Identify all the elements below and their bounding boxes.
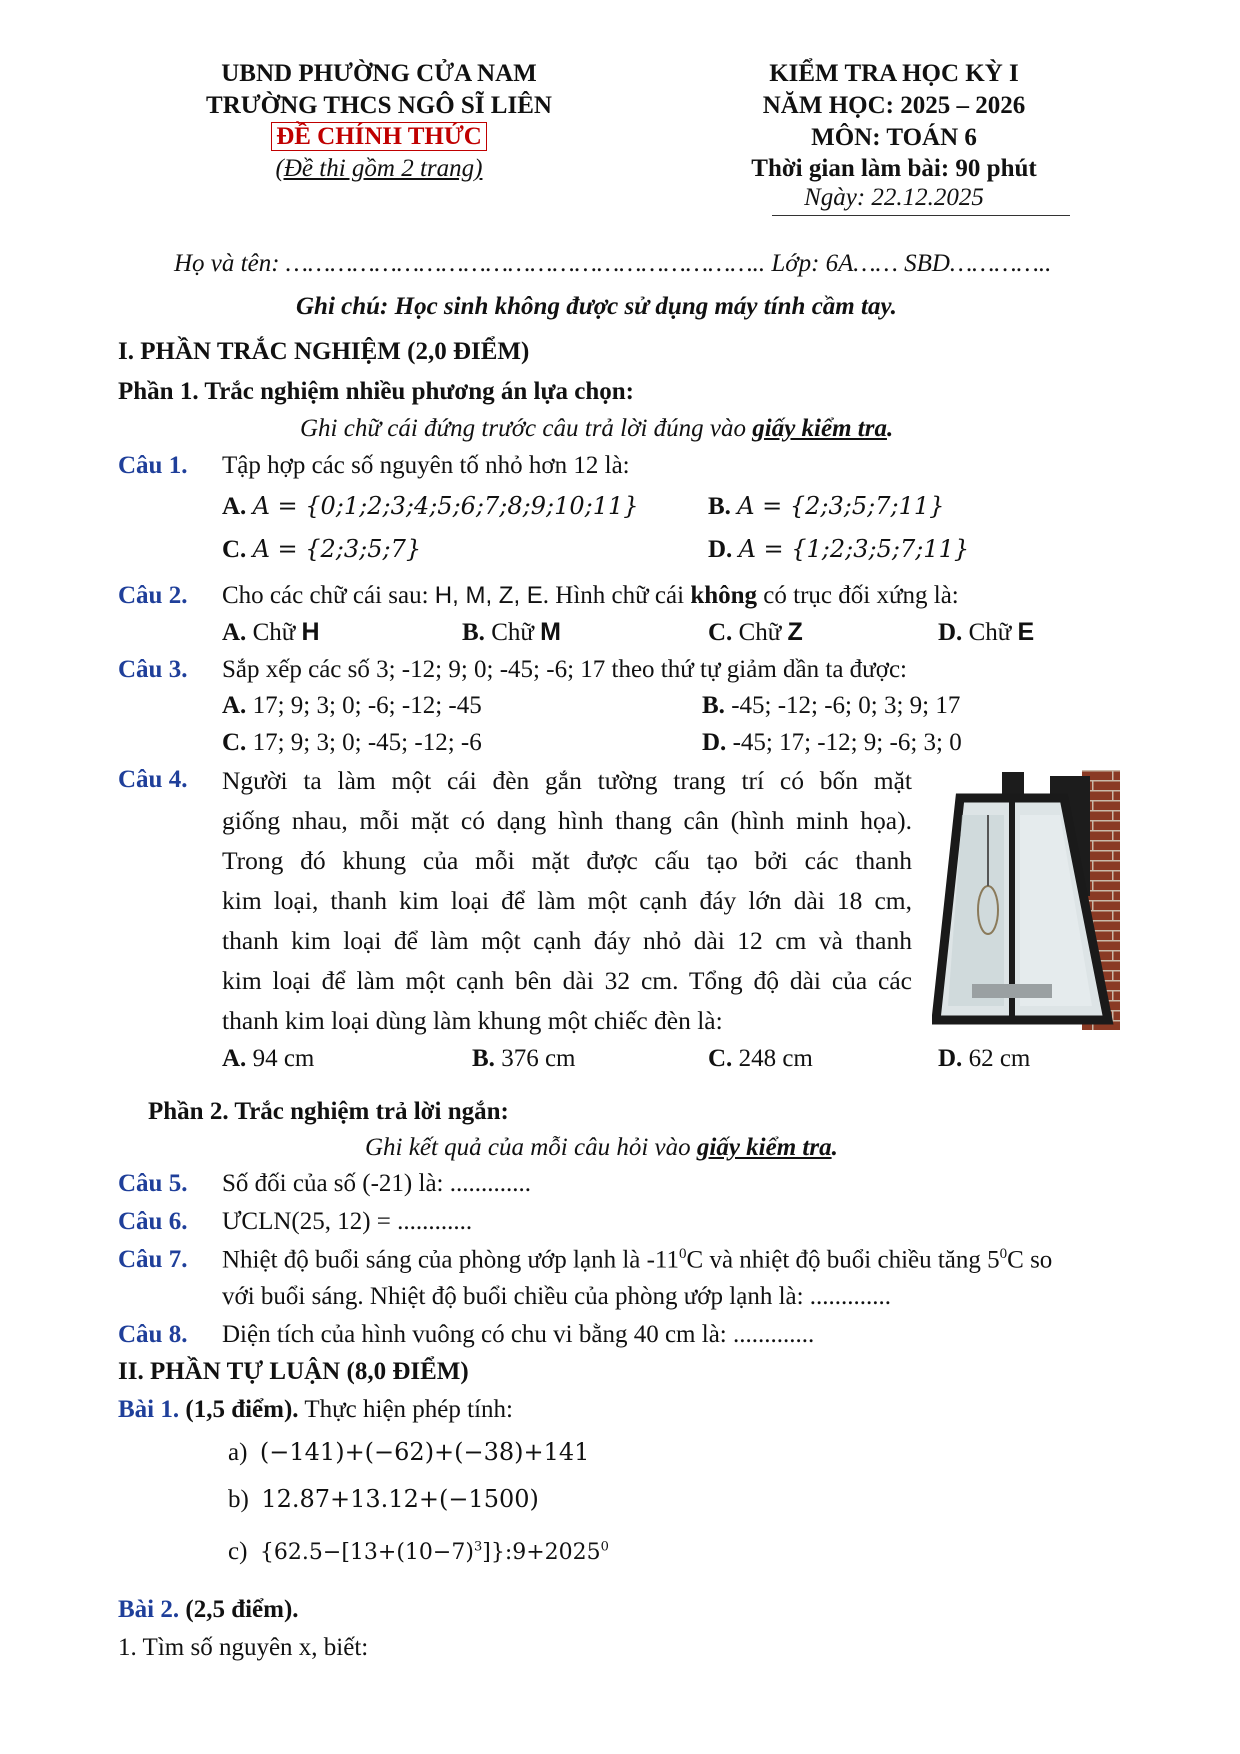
instr-text: Ghi chữ cái đứng trước câu trả lời đúng vào — [300, 415, 753, 442]
opt-value: A = {2;3;5;7} — [252, 535, 422, 563]
q4-line-1: Người ta làm một cái đèn gắn tường trang trí có bốn mặt — [222, 766, 912, 795]
date-divider — [772, 215, 1070, 216]
question-2-text — [222, 582, 959, 610]
q2-bold-word: không — [690, 582, 758, 609]
bai1-c — [228, 1538, 609, 1566]
question-7-line-2: với buổi sáng. Nhiệt độ buổi chiều của phòng ướp lạnh là: ............. — [222, 1283, 892, 1310]
opt-word: Chữ — [246, 619, 302, 646]
q3-option-b — [702, 692, 960, 720]
question-3-label: Câu 3. — [118, 656, 188, 683]
q4-line-6: kim loại để làm một cạnh bên dài 32 cm. Tổng độ dài của các — [222, 966, 912, 995]
opt-key: D. — [702, 729, 727, 756]
q2-option-a — [222, 618, 320, 647]
question-2-label: Câu 2. — [118, 582, 188, 609]
opt-value: 62 cm — [962, 1045, 1031, 1072]
opt-key: A. — [222, 692, 247, 719]
item-key: a) — [228, 1439, 248, 1466]
opt-word: Chữ — [962, 619, 1018, 646]
calculator-note: Ghi chú: Học sinh không được sử dụng máy tính cầm tay. — [296, 293, 897, 320]
question-5-text: Số đối của số (-21) là: ............. — [222, 1170, 531, 1197]
item-key: c) — [228, 1538, 248, 1565]
q1-option-d — [708, 535, 969, 564]
school-name: TRƯỜNG THCS NGÔ SĨ LIÊN — [206, 92, 552, 119]
expr-exponent: 3 — [473, 1539, 483, 1555]
opt-value: Z — [787, 618, 803, 646]
exam-title: KIỂM TRA HỌC KỲ I — [769, 60, 1019, 87]
instr-text: Ghi kết quả của mỗi câu hỏi vào — [365, 1134, 697, 1161]
opt-key: A. — [222, 1045, 247, 1072]
duration: Thời gian làm bài: 90 phút — [751, 155, 1037, 182]
expr-exponent-2: 0 — [600, 1539, 609, 1555]
question-5-label: Câu 5. — [118, 1170, 188, 1197]
opt-value: H — [301, 618, 320, 646]
official-stamp: ĐỀ CHÍNH THỨC — [271, 122, 487, 151]
subject: MÔN: TOÁN 6 — [811, 124, 977, 151]
instr-emphasis: giấy kiểm tra — [752, 415, 887, 442]
q2-letters: H, M, Z, E — [434, 582, 543, 609]
section2-title: II. PHẦN TỰ LUẬN (8,0 ĐIỂM) — [118, 1358, 469, 1385]
opt-value: A = {0;1;2;3;4;5;6;7;8;9;10;11} — [252, 492, 639, 520]
opt-value: M — [540, 618, 561, 646]
lamp-base — [972, 984, 1052, 998]
opt-key: B. — [708, 493, 731, 520]
instr-period: . — [831, 1134, 838, 1161]
part2-title: Phần 2. Trắc nghiệm trả lời ngắn: — [148, 1098, 509, 1125]
q3-option-d — [702, 729, 962, 757]
opt-value: -45; 17; -12; 9; -6; 3; 0 — [726, 729, 962, 756]
bai2-heading — [118, 1596, 299, 1624]
degree-sup-1: 0 — [679, 1246, 687, 1262]
bai1-label: Bài 1. — [118, 1396, 180, 1423]
q4-option-a — [222, 1045, 314, 1073]
bai1-points: (1,5 điểm). — [179, 1396, 299, 1423]
opt-key: B. — [462, 619, 485, 646]
opt-value: -45; -12; -6; 0; 3; 9; 17 — [724, 692, 961, 719]
opt-word: Chữ — [484, 619, 541, 646]
student-info-line: Họ và tên: ……………………………………………………….. Lớp: 6A…… SBD………….. — [174, 250, 1052, 277]
bai2-label: Bài 2. — [118, 1596, 180, 1623]
item-expression — [260, 1540, 609, 1565]
opt-value: A = {1;2;3;5;7;11} — [738, 535, 970, 563]
part1-instruction — [300, 415, 893, 443]
instr-emphasis: giấy kiểm tra — [696, 1134, 832, 1161]
item-expression: (−141)+(−62)+(−38)+141 — [259, 1438, 590, 1466]
exam-date: Ngày: 22.12.2025 — [804, 184, 984, 211]
question-7-text — [222, 1246, 1052, 1274]
degree-sup-2: 0 — [999, 1246, 1008, 1262]
instr-period: . — [886, 415, 894, 442]
q4-line-2: giống nhau, mỗi mặt có dạng hình thang cân (hình minh họa). — [222, 806, 912, 835]
section1-title: I. PHẦN TRẮC NGHIỆM (2,0 ĐIỂM) — [118, 338, 530, 365]
opt-value: 94 cm — [246, 1045, 315, 1072]
bai2-item-1: 1. Tìm số nguyên x, biết: — [118, 1634, 369, 1661]
opt-key: C. — [222, 536, 247, 563]
q4-option-d — [938, 1045, 1030, 1073]
q2-option-b — [462, 618, 561, 647]
q7-text-b: C và nhiệt độ buổi chiều tăng 5 — [686, 1246, 1000, 1274]
q3-option-a — [222, 692, 482, 720]
bai2-points: (2,5 điểm). — [179, 1596, 299, 1623]
opt-key: A. — [222, 493, 247, 520]
opt-value: 248 cm — [732, 1045, 813, 1072]
q1-option-a — [222, 492, 639, 521]
expr-part-2: ]}:9+2025 — [482, 1540, 601, 1565]
item-expression: 12.87+13.12+(−1500) — [261, 1485, 539, 1513]
q1-option-c — [222, 535, 421, 564]
question-1-label: Câu 1. — [118, 452, 188, 479]
part2-instruction — [365, 1134, 838, 1162]
opt-key: D. — [938, 1045, 963, 1072]
item-key: b) — [228, 1486, 249, 1513]
q7-text-c: C so — [1007, 1246, 1053, 1274]
q4-line-7: thanh kim loại dùng làm khung một chiếc đèn là: — [222, 1006, 723, 1035]
question-8-label: Câu 8. — [118, 1321, 188, 1348]
wall-lamp-illustration — [932, 770, 1120, 1030]
q4-option-c — [708, 1045, 813, 1073]
q2-option-d — [938, 618, 1034, 647]
opt-key: B. — [472, 1045, 495, 1072]
opt-key: C. — [708, 1045, 733, 1072]
question-1-text: Tập hợp các số nguyên tố nhỏ hơn 12 là: — [222, 452, 630, 479]
opt-value: 17; 9; 3; 0; -6; -12; -45 — [246, 692, 482, 719]
question-3-text: Sắp xếp các số 3; -12; 9; 0; -45; -6; 17 theo thứ tự giảm dần ta được: — [222, 656, 907, 683]
q2-text-a: Cho các chữ cái sau: — [222, 582, 435, 609]
q2-option-c — [708, 618, 803, 647]
question-4-label: Câu 4. — [118, 766, 188, 793]
authority-name: UBND PHƯỜNG CỬA NAM — [221, 60, 537, 87]
bai1-a — [228, 1438, 589, 1467]
opt-key: D. — [708, 536, 733, 563]
opt-key: B. — [702, 692, 725, 719]
question-6-text: ƯCLN(25, 12) = ............ — [222, 1208, 473, 1235]
pages-wrap — [149, 155, 609, 183]
opt-key: C. — [708, 619, 733, 646]
question-7-label: Câu 7. — [118, 1246, 188, 1273]
q3-option-c — [222, 729, 482, 757]
official-wrap — [149, 123, 609, 150]
opt-value: E — [1017, 618, 1035, 646]
opt-word: Chữ — [732, 619, 788, 646]
opt-key: C. — [222, 729, 247, 756]
page-count-note: (Đề thi gồm 2 trang) — [275, 155, 483, 182]
opt-key: D. — [938, 619, 963, 646]
expr-part-1: {62.5−[13+(10−7) — [259, 1540, 474, 1565]
opt-value: 17; 9; 3; 0; -45; -12; -6 — [246, 729, 482, 756]
q2-text-c: có trục đối xứng là: — [757, 582, 959, 609]
q4-line-3: Trong đó khung của mỗi mặt được cấu tạo bởi các thanh — [222, 846, 912, 875]
q7-text-a: Nhiệt độ buổi sáng của phòng ướp lạnh là -11 — [222, 1246, 680, 1274]
q2-text-b: . Hình chữ cái — [542, 582, 691, 609]
bai1-text: Thực hiện phép tính: — [298, 1396, 513, 1423]
bai1-b — [228, 1485, 539, 1514]
q4-line-5: thanh kim loại để làm một cạnh đáy nhỏ dài 12 cm và thanh — [222, 926, 912, 955]
opt-key: A. — [222, 619, 247, 646]
opt-value: 376 cm — [494, 1045, 576, 1072]
bai1-heading — [118, 1396, 513, 1424]
part1-title: Phần 1. Trắc nghiệm nhiều phương án lựa chọn: — [118, 378, 634, 405]
opt-value: A = {2;3;5;7;11} — [737, 492, 945, 520]
question-6-label: Câu 6. — [118, 1208, 188, 1235]
question-8-text: Diện tích của hình vuông có chu vi bằng 40 cm là: ............. — [222, 1321, 815, 1348]
q4-line-4: kim loại, thanh kim loại để làm một cạnh đáy lớn dài 18 cm, — [222, 886, 912, 915]
q4-option-b — [472, 1045, 575, 1073]
school-year: NĂM HỌC: 2025 – 2026 — [762, 92, 1026, 119]
q1-option-b — [708, 492, 944, 521]
